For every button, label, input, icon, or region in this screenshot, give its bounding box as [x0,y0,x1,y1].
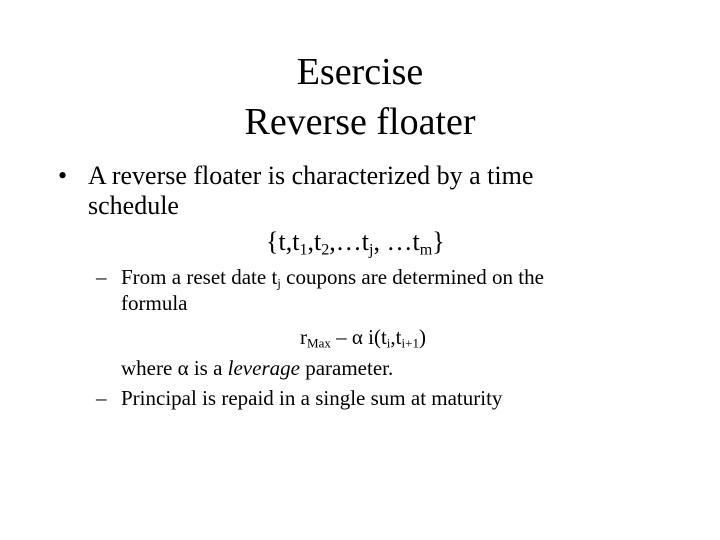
sub-bullet-1-text-line-2: formula [121,291,188,315]
bullet-marker: • [58,161,68,190]
sub-bullet-1-marker: – [96,265,107,289]
sub-bullet-2-marker: – [96,386,107,410]
leverage-formula: $r_{Max}$ – α $i(t_i,t_{i+1})$ [300,325,426,351]
slide-title-line-1: Esercise [296,51,424,93]
time-schedule-set: {$t,t_1,t_2,\dots t_j$, $\dots t_m$} [266,227,445,259]
sub-bullet-2-text: Principal is repaid in a single sum at maturity [121,386,503,410]
slide-title-line-2: Reverse floater [244,101,476,143]
leverage-definition-line: where α is a leverage parameter. [121,356,394,380]
bullet-1-text-line-1: A reverse floater is characterized by a time [88,161,534,190]
sub-bullet-1-text-line-1: From a reset date $t_j$ coupons are determined on the [121,265,544,291]
bullet-1-text-line-2: schedule [88,191,179,220]
